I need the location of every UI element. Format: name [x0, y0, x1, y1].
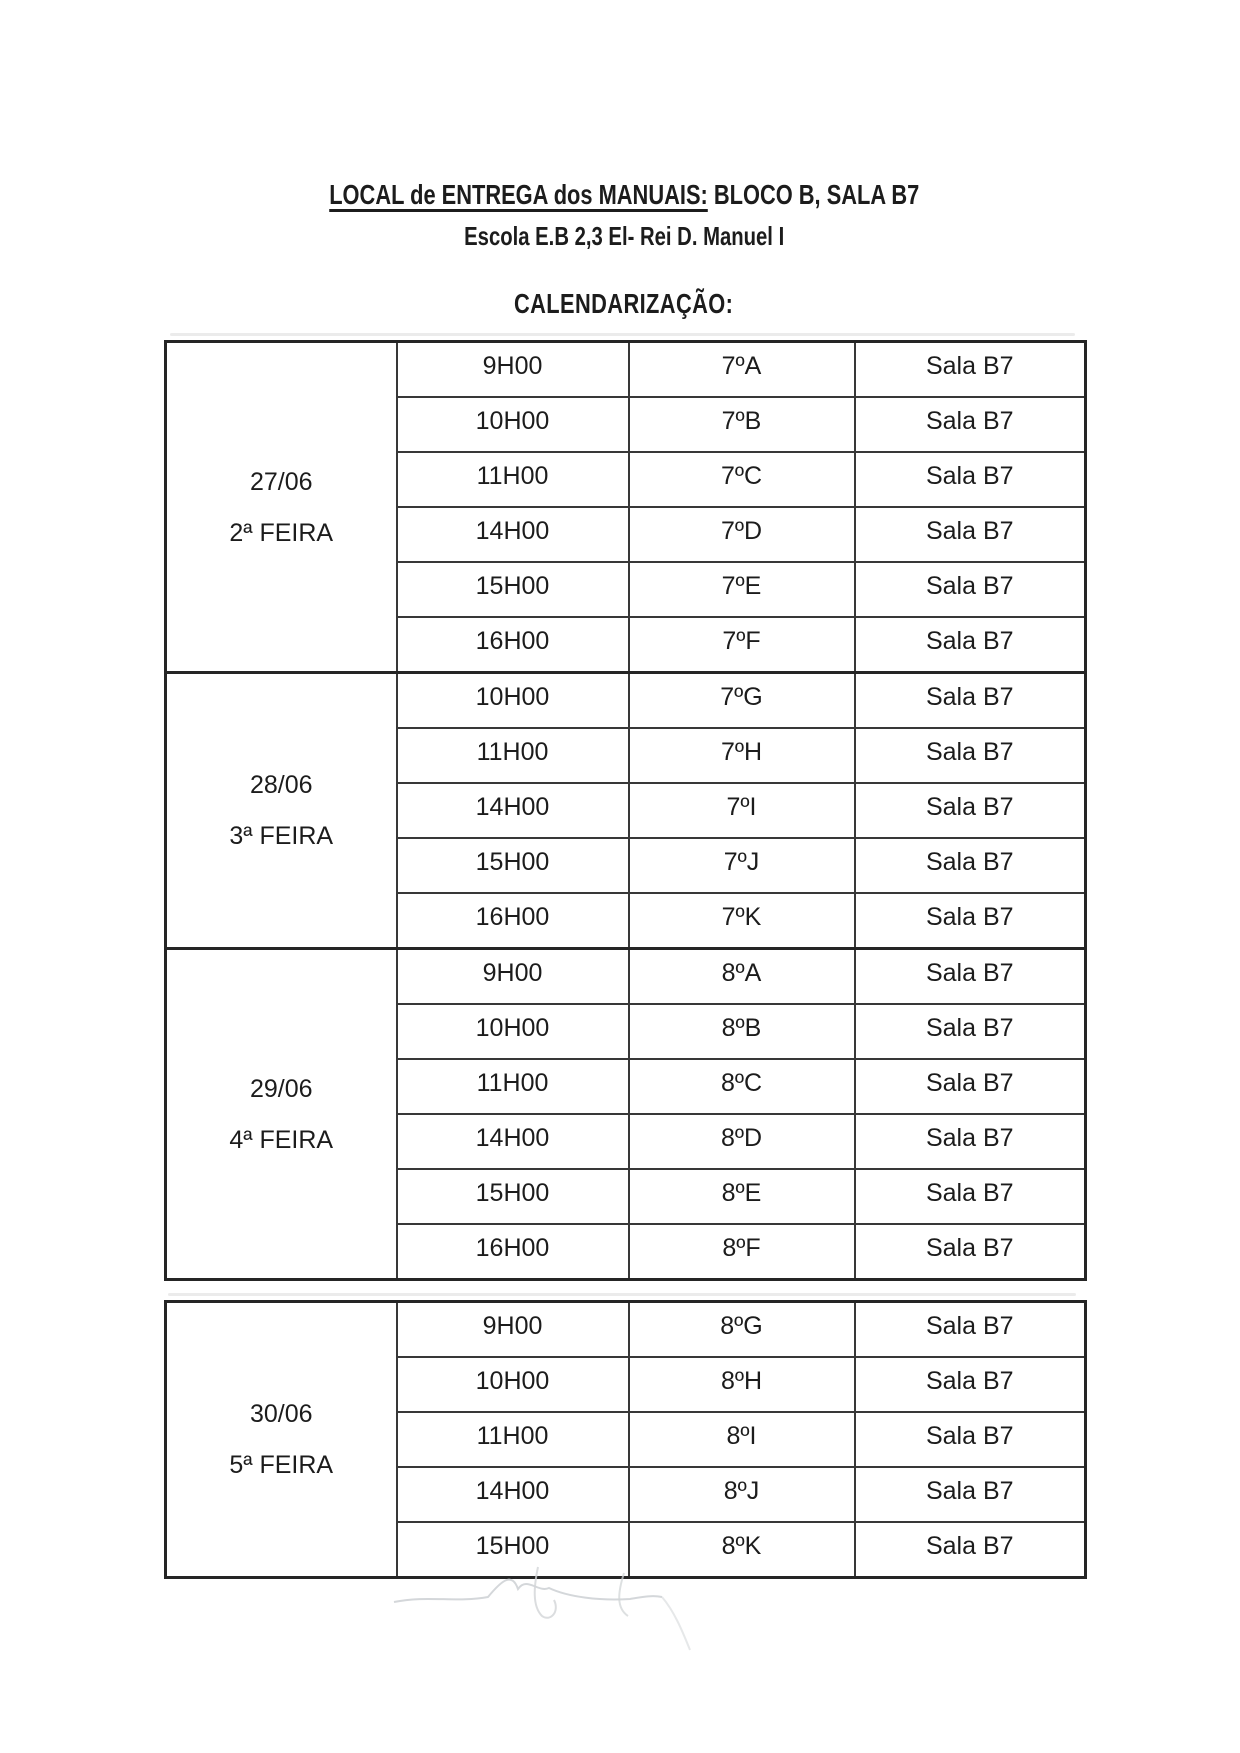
schedule-table-1	[164, 340, 1087, 1281]
schedule-table-2	[164, 1300, 1087, 1579]
page-title	[164, 181, 1084, 209]
time-cell: 9H00	[397, 342, 629, 398]
room-cell: Sala B7	[855, 397, 1086, 452]
title-rest-part: BLOCO B, SALA B7	[707, 179, 920, 210]
date-cell	[166, 673, 397, 949]
time-cell: 15H00	[397, 1522, 629, 1578]
room-cell: Sala B7	[855, 838, 1086, 893]
date-label: 28/06	[249, 771, 313, 799]
weekday-label: 2ª FEIRA	[229, 518, 334, 547]
room-cell: Sala B7	[855, 1004, 1086, 1059]
room-cell: Sala B7	[855, 342, 1086, 398]
class-cell: 8ºG	[629, 1302, 855, 1358]
class-cell: 8ºJ	[629, 1467, 855, 1522]
schedule-row	[166, 1302, 1086, 1358]
class-cell: 7ºH	[629, 728, 855, 783]
class-cell: 8ºD	[629, 1114, 855, 1169]
class-cell: 8ºA	[629, 949, 855, 1005]
schedule-row	[166, 949, 1086, 1005]
class-cell: 7ºK	[629, 893, 855, 949]
day-group	[166, 1302, 1086, 1578]
time-cell: 15H00	[397, 562, 629, 617]
class-cell: 7ºB	[629, 397, 855, 452]
class-cell: 7ºG	[629, 673, 855, 729]
signature-mark	[388, 1558, 698, 1663]
class-cell: 8ºK	[629, 1522, 855, 1578]
time-cell: 14H00	[397, 783, 629, 838]
time-cell: 14H00	[397, 1114, 629, 1169]
class-cell: 8ºB	[629, 1004, 855, 1059]
time-cell: 10H00	[397, 1004, 629, 1059]
time-cell: 16H00	[397, 893, 629, 949]
room-cell: Sala B7	[855, 893, 1086, 949]
room-cell: Sala B7	[855, 1059, 1086, 1114]
room-cell: Sala B7	[855, 1302, 1086, 1358]
schedule-row	[166, 342, 1086, 398]
time-cell: 11H00	[397, 1059, 629, 1114]
class-cell: 7ºI	[629, 783, 855, 838]
weekday-label: 3ª FEIRA	[229, 822, 334, 850]
room-cell: Sala B7	[855, 617, 1086, 673]
room-cell: Sala B7	[855, 1467, 1086, 1522]
school-name	[164, 223, 1084, 249]
date-cell	[166, 949, 397, 1280]
scan-artifact	[168, 1293, 1076, 1296]
room-cell: Sala B7	[855, 562, 1086, 617]
time-cell: 16H00	[397, 617, 629, 673]
date-label: 27/06	[249, 467, 313, 496]
time-cell: 10H00	[397, 397, 629, 452]
class-cell: 7ºC	[629, 452, 855, 507]
weekday-label: 5ª FEIRA	[229, 1451, 334, 1479]
time-cell: 16H00	[397, 1224, 629, 1280]
day-group	[166, 342, 1086, 673]
time-cell: 10H00	[397, 1357, 629, 1412]
room-cell: Sala B7	[855, 1224, 1086, 1280]
time-cell: 11H00	[397, 728, 629, 783]
title-underlined-part: LOCAL de ENTREGA dos MANUAIS:	[328, 179, 708, 210]
room-cell: Sala B7	[855, 728, 1086, 783]
day-group	[166, 949, 1086, 1280]
room-cell: Sala B7	[855, 1169, 1086, 1224]
room-cell: Sala B7	[855, 673, 1086, 729]
time-cell: 9H00	[397, 949, 629, 1005]
time-cell: 9H00	[397, 1302, 629, 1358]
room-cell: Sala B7	[855, 507, 1086, 562]
class-cell: 8ºH	[629, 1357, 855, 1412]
section-heading	[164, 290, 1084, 318]
room-cell: Sala B7	[855, 949, 1086, 1005]
class-cell: 8ºI	[629, 1412, 855, 1467]
class-cell: 8ºC	[629, 1059, 855, 1114]
time-cell: 11H00	[397, 1412, 629, 1467]
room-cell: Sala B7	[855, 1114, 1086, 1169]
section-heading-text: CALENDARIZAÇÃO:	[514, 288, 734, 319]
date-cell	[166, 1302, 397, 1578]
time-cell: 11H00	[397, 452, 629, 507]
room-cell: Sala B7	[855, 452, 1086, 507]
school-name-text: Escola E.B 2,3 El- Rei D. Manuel I	[463, 221, 785, 251]
room-cell: Sala B7	[855, 1522, 1086, 1578]
weekday-label: 4ª FEIRA	[229, 1125, 334, 1154]
class-cell: 8ºF	[629, 1224, 855, 1280]
scan-artifact	[170, 333, 1075, 336]
class-cell: 7ºE	[629, 562, 855, 617]
date-cell	[166, 342, 397, 673]
room-cell: Sala B7	[855, 783, 1086, 838]
room-cell: Sala B7	[855, 1357, 1086, 1412]
time-cell: 10H00	[397, 673, 629, 729]
class-cell: 7ºD	[629, 507, 855, 562]
class-cell: 7ºF	[629, 617, 855, 673]
class-cell: 7ºA	[629, 342, 855, 398]
class-cell: 7ºJ	[629, 838, 855, 893]
time-cell: 15H00	[397, 1169, 629, 1224]
time-cell: 15H00	[397, 838, 629, 893]
date-label: 29/06	[249, 1074, 313, 1103]
class-cell: 8ºE	[629, 1169, 855, 1224]
time-cell: 14H00	[397, 1467, 629, 1522]
schedule-row	[166, 673, 1086, 729]
day-group	[166, 673, 1086, 949]
date-label: 30/06	[249, 1400, 313, 1428]
room-cell: Sala B7	[855, 1412, 1086, 1467]
time-cell: 14H00	[397, 507, 629, 562]
